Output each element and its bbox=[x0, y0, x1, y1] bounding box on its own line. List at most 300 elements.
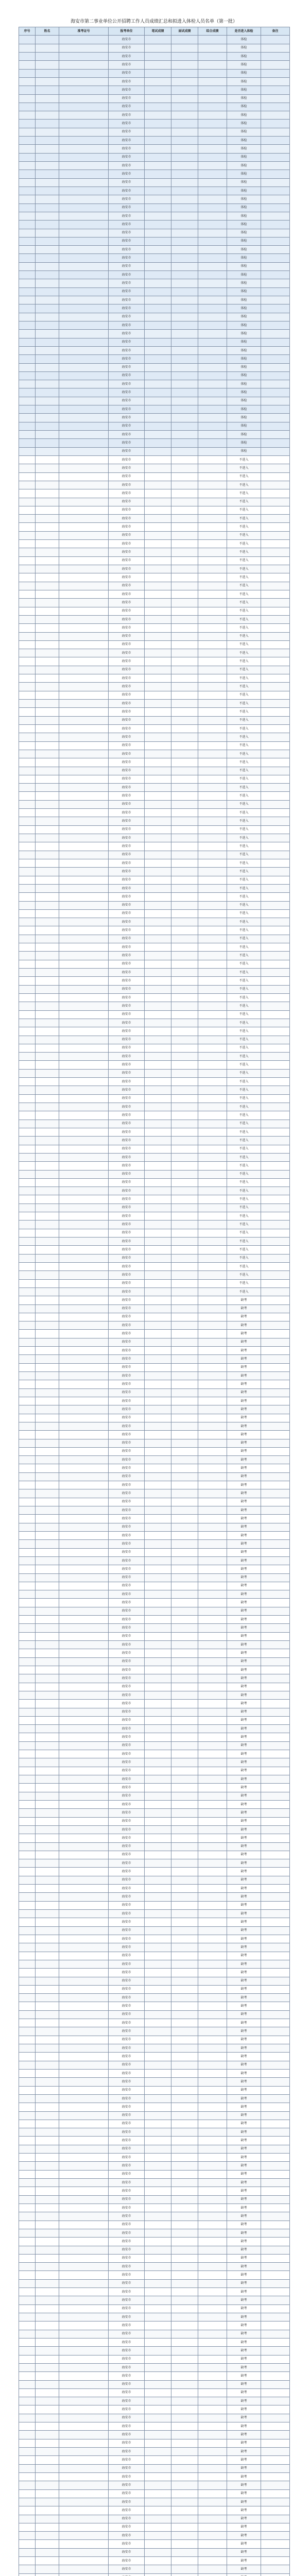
table-cell bbox=[261, 2078, 290, 2086]
table-cell: 海安市 bbox=[109, 1548, 145, 1556]
table-cell bbox=[171, 935, 198, 943]
table-cell bbox=[198, 1666, 227, 1674]
table-cell bbox=[19, 1053, 36, 1061]
table-cell bbox=[198, 531, 227, 539]
table-cell bbox=[59, 1044, 109, 1052]
table-cell bbox=[198, 137, 227, 145]
table-cell bbox=[36, 1556, 59, 1565]
table-row bbox=[19, 279, 290, 287]
table-cell bbox=[198, 817, 227, 825]
table-cell bbox=[36, 1372, 59, 1380]
table-cell: 不进入 bbox=[227, 649, 261, 657]
table-cell bbox=[261, 1851, 290, 1859]
table-cell bbox=[261, 531, 290, 539]
table-cell bbox=[36, 2489, 59, 2498]
table-cell bbox=[19, 2321, 36, 2330]
table-cell: 海安市 bbox=[109, 414, 145, 422]
table-cell bbox=[145, 1481, 171, 1489]
table-cell bbox=[171, 1868, 198, 1876]
table-cell: 不进入 bbox=[227, 1103, 261, 1111]
table-cell bbox=[145, 388, 171, 397]
table-cell bbox=[171, 1279, 198, 1287]
table-cell bbox=[171, 1195, 198, 1204]
table-cell bbox=[171, 1515, 198, 1523]
table-row bbox=[19, 1061, 290, 1069]
table-cell bbox=[198, 1498, 227, 1506]
table-cell bbox=[198, 2162, 227, 2170]
table-cell bbox=[19, 876, 36, 884]
table-cell bbox=[261, 1817, 290, 1825]
table-row bbox=[19, 884, 290, 892]
table-cell bbox=[19, 893, 36, 901]
table-cell bbox=[36, 2565, 59, 2573]
table-cell: 海安市 bbox=[109, 893, 145, 901]
table-cell bbox=[145, 1893, 171, 1901]
table-cell bbox=[198, 960, 227, 968]
table-cell: 体检 bbox=[227, 61, 261, 69]
table-row bbox=[19, 2481, 290, 2489]
table-cell bbox=[145, 86, 171, 94]
table-cell: 海安市 bbox=[109, 1775, 145, 1784]
table-cell bbox=[19, 2498, 36, 2506]
table-cell bbox=[19, 1094, 36, 1103]
table-cell bbox=[19, 1649, 36, 1657]
table-cell: 缺考 bbox=[227, 1868, 261, 1876]
table-cell bbox=[198, 330, 227, 338]
table-cell: 海安市 bbox=[109, 1195, 145, 1204]
table-cell: 海安市 bbox=[109, 2388, 145, 2397]
table-cell bbox=[19, 2061, 36, 2069]
table-cell: 海安市 bbox=[109, 2414, 145, 2422]
table-cell: 海安市 bbox=[109, 1111, 145, 1120]
table-cell bbox=[36, 876, 59, 884]
table-cell bbox=[198, 1565, 227, 1573]
table-cell bbox=[198, 1868, 227, 1876]
table-cell bbox=[171, 1624, 198, 1632]
table-cell bbox=[36, 993, 59, 1002]
table-row bbox=[19, 1590, 290, 1599]
table-cell bbox=[171, 128, 198, 136]
table-cell bbox=[261, 1464, 290, 1472]
table-cell bbox=[145, 414, 171, 422]
table-cell bbox=[261, 464, 290, 472]
table-cell bbox=[171, 1204, 198, 1212]
table-cell bbox=[59, 2120, 109, 2128]
table-cell bbox=[198, 1447, 227, 1455]
table-cell bbox=[36, 178, 59, 187]
table-cell bbox=[171, 237, 198, 245]
table-cell bbox=[36, 515, 59, 523]
table-cell: 缺考 bbox=[227, 1918, 261, 1926]
table-cell bbox=[198, 120, 227, 128]
table-cell: 海安市 bbox=[109, 2523, 145, 2531]
table-cell bbox=[198, 640, 227, 649]
table-cell bbox=[198, 2464, 227, 2472]
table-cell bbox=[36, 2498, 59, 2506]
table-cell: 海安市 bbox=[109, 187, 145, 195]
table-cell: 海安市 bbox=[109, 2355, 145, 2363]
table-cell bbox=[19, 2355, 36, 2363]
table-cell: 不进入 bbox=[227, 1170, 261, 1178]
table-cell bbox=[261, 2523, 290, 2531]
table-cell bbox=[198, 422, 227, 430]
table-cell bbox=[145, 170, 171, 178]
table-cell bbox=[171, 61, 198, 69]
table-cell bbox=[198, 1313, 227, 1321]
table-cell bbox=[36, 674, 59, 683]
table-cell bbox=[59, 708, 109, 716]
table-cell bbox=[171, 1262, 198, 1270]
table-cell bbox=[261, 1472, 290, 1481]
table-cell: 海安市 bbox=[109, 338, 145, 346]
table-cell bbox=[145, 1582, 171, 1590]
table-cell: 缺考 bbox=[227, 2330, 261, 2338]
table-cell bbox=[59, 1498, 109, 1506]
table-cell bbox=[261, 1868, 290, 1876]
table-cell bbox=[59, 1800, 109, 1808]
table-cell bbox=[198, 2263, 227, 2271]
table-cell bbox=[36, 2540, 59, 2548]
table-cell bbox=[59, 2313, 109, 2321]
table-cell: 海安市 bbox=[109, 287, 145, 296]
table-cell: 不进入 bbox=[227, 523, 261, 531]
table-cell bbox=[145, 523, 171, 531]
table-cell bbox=[198, 1851, 227, 1859]
table-cell bbox=[261, 1716, 290, 1724]
table-row bbox=[19, 918, 290, 926]
table-row bbox=[19, 2221, 290, 2229]
table-cell: 海安市 bbox=[109, 61, 145, 69]
table-cell bbox=[171, 1531, 198, 1539]
table-cell bbox=[261, 1531, 290, 1539]
table-cell bbox=[261, 1044, 290, 1052]
table-cell bbox=[198, 246, 227, 254]
table-cell bbox=[261, 1969, 290, 1977]
table-cell: 海安市 bbox=[109, 1254, 145, 1262]
table-cell bbox=[198, 1573, 227, 1582]
table-cell bbox=[171, 2044, 198, 2053]
table-cell: 不进入 bbox=[227, 1153, 261, 1161]
table-cell bbox=[198, 1540, 227, 1548]
table-cell: 缺考 bbox=[227, 1725, 261, 1733]
table-cell bbox=[36, 708, 59, 716]
table-cell bbox=[261, 590, 290, 598]
table-cell: 缺考 bbox=[227, 2204, 261, 2212]
table-row bbox=[19, 969, 290, 977]
table-row bbox=[19, 2246, 290, 2254]
table-cell bbox=[145, 431, 171, 439]
table-cell bbox=[19, 1287, 36, 1296]
table-cell bbox=[171, 1397, 198, 1405]
table-cell bbox=[261, 1019, 290, 1027]
table-cell bbox=[171, 624, 198, 632]
table-cell bbox=[36, 750, 59, 758]
table-cell: 海安市 bbox=[109, 1246, 145, 1254]
table-cell bbox=[19, 1657, 36, 1666]
table-row bbox=[19, 985, 290, 993]
table-cell bbox=[171, 2347, 198, 2355]
table-cell bbox=[171, 2128, 198, 2137]
table-cell bbox=[59, 1733, 109, 1741]
table-cell: 缺考 bbox=[227, 1330, 261, 1338]
table-cell bbox=[261, 2565, 290, 2573]
table-cell bbox=[19, 77, 36, 86]
table-cell bbox=[36, 1204, 59, 1212]
table-cell bbox=[19, 2179, 36, 2187]
table-cell: 海安市 bbox=[109, 1523, 145, 1531]
table-cell bbox=[261, 1069, 290, 1077]
table-cell bbox=[145, 1565, 171, 1573]
table-cell bbox=[261, 935, 290, 943]
table-cell bbox=[145, 246, 171, 254]
table-cell: 海安市 bbox=[109, 758, 145, 767]
table-cell bbox=[59, 472, 109, 481]
table-cell bbox=[36, 363, 59, 371]
table-cell: 缺考 bbox=[227, 2019, 261, 2027]
table-cell: 不进入 bbox=[227, 464, 261, 472]
table-cell bbox=[261, 1649, 290, 1657]
table-cell bbox=[171, 2094, 198, 2103]
table-cell: 缺考 bbox=[227, 2515, 261, 2523]
table-cell bbox=[171, 2548, 198, 2556]
table-cell bbox=[36, 1128, 59, 1136]
table-cell bbox=[145, 809, 171, 817]
table-cell bbox=[261, 405, 290, 414]
table-cell bbox=[261, 229, 290, 237]
table-cell bbox=[145, 296, 171, 304]
table-cell bbox=[171, 2111, 198, 2120]
table-cell bbox=[198, 909, 227, 918]
table-cell bbox=[261, 69, 290, 77]
column-header: 准考证号 bbox=[59, 27, 109, 36]
table-cell bbox=[145, 271, 171, 279]
table-cell: 海安市 bbox=[109, 2464, 145, 2472]
table-cell bbox=[171, 800, 198, 808]
table-cell: 不进入 bbox=[227, 733, 261, 741]
table-cell: 缺考 bbox=[227, 1464, 261, 1472]
table-cell bbox=[145, 481, 171, 489]
table-cell bbox=[36, 1616, 59, 1624]
table-cell bbox=[171, 2010, 198, 2019]
table-cell bbox=[59, 775, 109, 783]
table-cell bbox=[36, 2120, 59, 2128]
table-cell bbox=[36, 893, 59, 901]
table-cell bbox=[19, 531, 36, 539]
table-cell bbox=[145, 1885, 171, 1893]
table-cell bbox=[261, 1481, 290, 1489]
table-cell bbox=[145, 876, 171, 884]
table-cell bbox=[59, 304, 109, 313]
table-cell: 体检 bbox=[227, 128, 261, 136]
table-cell bbox=[19, 2120, 36, 2128]
table-cell: 体检 bbox=[227, 447, 261, 455]
table-cell: 海安市 bbox=[109, 2246, 145, 2254]
table-cell bbox=[145, 2557, 171, 2565]
table-row bbox=[19, 1498, 290, 1506]
table-cell bbox=[59, 1355, 109, 1363]
table-cell bbox=[171, 1775, 198, 1784]
table-row bbox=[19, 1431, 290, 1439]
table-row bbox=[19, 120, 290, 128]
table-cell bbox=[198, 935, 227, 943]
table-cell bbox=[145, 346, 171, 354]
table-cell bbox=[59, 784, 109, 792]
table-cell bbox=[36, 691, 59, 699]
table-cell bbox=[36, 624, 59, 632]
table-cell bbox=[198, 1002, 227, 1010]
table-cell bbox=[19, 1926, 36, 1935]
table-cell bbox=[198, 893, 227, 901]
table-cell bbox=[36, 758, 59, 767]
table-cell bbox=[145, 2523, 171, 2531]
table-cell: 缺考 bbox=[227, 2212, 261, 2221]
table-cell bbox=[145, 2380, 171, 2388]
table-cell bbox=[59, 1792, 109, 1800]
table-cell bbox=[59, 2187, 109, 2195]
table-cell bbox=[109, 2573, 145, 2576]
table-cell bbox=[198, 1515, 227, 1523]
table-cell bbox=[145, 582, 171, 590]
table-cell: 海安市 bbox=[109, 1078, 145, 1086]
table-cell: 缺考 bbox=[227, 2388, 261, 2397]
table-cell: 缺考 bbox=[227, 2321, 261, 2330]
table-cell bbox=[198, 1422, 227, 1430]
table-cell bbox=[36, 1573, 59, 1582]
table-cell bbox=[198, 145, 227, 153]
table-cell: 海安市 bbox=[109, 640, 145, 649]
table-row bbox=[19, 943, 290, 952]
table-cell bbox=[171, 44, 198, 52]
table-cell bbox=[59, 884, 109, 892]
table-cell bbox=[36, 254, 59, 262]
table-cell bbox=[59, 2137, 109, 2145]
table-cell bbox=[19, 321, 36, 329]
table-cell bbox=[171, 1741, 198, 1750]
table-cell bbox=[19, 287, 36, 296]
table-cell bbox=[261, 489, 290, 498]
table-cell bbox=[171, 1582, 198, 1590]
table-cell bbox=[59, 2363, 109, 2371]
table-cell: 海安市 bbox=[109, 708, 145, 716]
table-cell bbox=[261, 2405, 290, 2414]
table-cell bbox=[19, 1515, 36, 1523]
table-cell bbox=[36, 649, 59, 657]
table-cell bbox=[19, 2212, 36, 2221]
table-cell bbox=[19, 1691, 36, 1699]
table-cell bbox=[19, 36, 36, 44]
table-cell bbox=[36, 1472, 59, 1481]
table-cell bbox=[36, 1137, 59, 1145]
table-cell bbox=[145, 716, 171, 724]
table-cell bbox=[171, 590, 198, 598]
table-cell bbox=[171, 1078, 198, 1086]
table-cell: 不进入 bbox=[227, 834, 261, 842]
table-cell bbox=[145, 1254, 171, 1262]
table-row bbox=[19, 137, 290, 145]
table-cell bbox=[198, 1893, 227, 1901]
table-cell bbox=[198, 2532, 227, 2540]
table-cell bbox=[261, 296, 290, 304]
table-cell bbox=[145, 2288, 171, 2296]
table-cell: 海安市 bbox=[109, 313, 145, 321]
table-cell bbox=[171, 1792, 198, 1800]
table-cell bbox=[171, 926, 198, 935]
table-row bbox=[19, 2405, 290, 2414]
table-cell bbox=[36, 229, 59, 237]
table-row bbox=[19, 1254, 290, 1262]
table-cell bbox=[261, 2296, 290, 2304]
table-cell bbox=[171, 1447, 198, 1455]
table-cell bbox=[36, 683, 59, 691]
table-cell bbox=[171, 1632, 198, 1640]
table-cell bbox=[19, 1607, 36, 1615]
table-cell bbox=[59, 1582, 109, 1590]
table-cell bbox=[198, 1464, 227, 1472]
table-cell: 海安市 bbox=[109, 2238, 145, 2246]
table-cell bbox=[261, 2170, 290, 2178]
table-cell bbox=[198, 1977, 227, 1985]
table-row bbox=[19, 1355, 290, 1363]
table-cell bbox=[171, 1716, 198, 1724]
table-cell bbox=[36, 2162, 59, 2170]
table-cell bbox=[145, 1573, 171, 1582]
table-cell bbox=[145, 901, 171, 909]
table-cell bbox=[59, 1287, 109, 1296]
table-cell bbox=[36, 120, 59, 128]
table-cell bbox=[145, 1700, 171, 1708]
table-cell bbox=[19, 2204, 36, 2212]
table-row bbox=[19, 1750, 290, 1758]
table-cell bbox=[36, 733, 59, 741]
table-cell bbox=[261, 1238, 290, 1246]
table-cell bbox=[19, 1279, 36, 1287]
table-cell bbox=[19, 800, 36, 808]
table-cell bbox=[36, 1885, 59, 1893]
table-cell bbox=[198, 1935, 227, 1943]
table-cell bbox=[36, 170, 59, 178]
table-cell: 海安市 bbox=[109, 489, 145, 498]
table-cell bbox=[59, 498, 109, 506]
table-cell bbox=[145, 884, 171, 892]
table-cell bbox=[59, 2027, 109, 2036]
table-row bbox=[19, 632, 290, 640]
table-cell bbox=[145, 573, 171, 582]
table-cell bbox=[59, 2212, 109, 2221]
table-cell bbox=[59, 1784, 109, 1792]
table-cell bbox=[36, 422, 59, 430]
table-cell bbox=[171, 2279, 198, 2287]
table-cell bbox=[19, 2448, 36, 2456]
table-cell bbox=[198, 649, 227, 657]
table-cell bbox=[261, 909, 290, 918]
table-cell: 海安市 bbox=[109, 1741, 145, 1750]
table-cell bbox=[145, 355, 171, 363]
table-cell: 不进入 bbox=[227, 716, 261, 724]
table-cell bbox=[19, 1262, 36, 1270]
table-cell: 海安市 bbox=[109, 2347, 145, 2355]
table-cell bbox=[171, 2506, 198, 2515]
table-cell bbox=[261, 2472, 290, 2481]
table-cell bbox=[36, 2523, 59, 2531]
table-cell bbox=[171, 1893, 198, 1901]
table-cell bbox=[19, 2027, 36, 2036]
table-row bbox=[19, 1439, 290, 1447]
table-cell bbox=[19, 279, 36, 287]
table-cell bbox=[198, 1187, 227, 1195]
table-cell bbox=[19, 809, 36, 817]
table-cell: 海安市 bbox=[109, 1238, 145, 1246]
table-row bbox=[19, 2472, 290, 2481]
